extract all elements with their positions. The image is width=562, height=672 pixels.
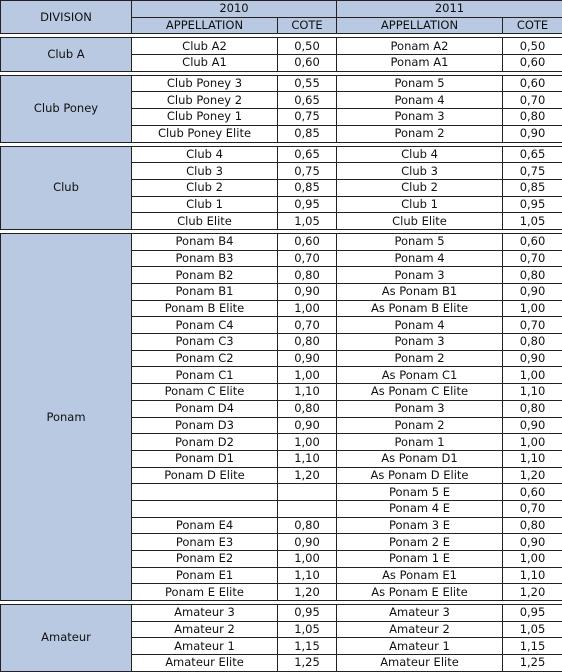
cote-2011-cell: 0,90 [503,125,562,142]
cote-2011-cell: 0,90 [503,534,562,551]
appellation-2011-cell: Ponam 3 E [337,517,503,534]
table-row [1,38,562,55]
appellation-2010-cell: Ponam B2 [132,267,278,284]
appellation-2010-cell: Ponam E1 [132,567,278,584]
cote-2010-cell: 1,15 [278,638,337,655]
cote-2011-cell: 1,05 [503,213,562,230]
cote-2010-cell: 0,80 [278,400,337,417]
table-row [1,605,562,622]
cote-2011-cell: 1,20 [503,467,562,484]
cote-2011-cell: 1,10 [503,567,562,584]
cote-2010-cell: 0,50 [278,38,337,55]
cote-2010-cell: 0,90 [278,534,337,551]
appellation-2010-cell: Amateur 3 [132,605,278,622]
cote-2011-cell: 0,85 [503,179,562,196]
table-body [1,34,562,671]
appellation-2011-cell: Club 4 [337,146,503,163]
appellation-2011-cell: Ponam 3 [337,109,503,126]
cote-2011-cell: 0,80 [503,400,562,417]
cote-2010-cell: 0,85 [278,125,337,142]
cote-2010-cell: 0,70 [278,317,337,334]
cote-2011-cell: 0,80 [503,334,562,351]
appellation-2010-cell: Club Poney 1 [132,109,278,126]
cote-2011-cell: 0,70 [503,92,562,109]
appellation-2011-cell: As Ponam D1 [337,450,503,467]
appellation-2010-cell: Ponam D3 [132,417,278,434]
appellation-2011-cell: Club 1 [337,196,503,213]
appellation-2011-cell: Amateur 2 [337,621,503,638]
appellation-2011-cell: Ponam 5 [337,233,503,250]
division-cell: Club Poney [1,75,132,142]
cote-2011-cell: 1,00 [503,434,562,451]
cote-2010-cell: 1,20 [278,467,337,484]
appellation-2010-cell [132,484,278,501]
cote-2011-cell: 0,80 [503,109,562,126]
cote-2010-cell: 1,10 [278,567,337,584]
cote-2010-cell: 0,90 [278,284,337,301]
appellation-2011-cell: Ponam 1 E [337,551,503,568]
cote-2010-cell [278,500,337,517]
appellation-2010-cell: Ponam E2 [132,551,278,568]
cote-2011-cell: 0,80 [503,267,562,284]
appellation-2010-cell: Ponam C Elite [132,384,278,401]
appellation-2011-cell: Ponam A1 [337,55,503,72]
appellation-2011-cell: Ponam 4 [337,317,503,334]
cote-2010-header: COTE [278,17,337,34]
appellation-2010-cell: Ponam B3 [132,250,278,267]
appellation-2011-cell: Ponam 2 [337,125,503,142]
year-2010-header: 2010 [132,1,337,18]
appellation-2011-cell: As Ponam C1 [337,367,503,384]
appellation-2011-cell: Club 3 [337,163,503,180]
appellation-2011-cell: Ponam 4 [337,92,503,109]
cote-2010-cell: 1,00 [278,551,337,568]
cote-2011-cell: 1,10 [503,450,562,467]
appellation-2011-header: APPELLATION [337,17,503,34]
cote-2011-cell: 0,90 [503,417,562,434]
appellation-2011-cell: Ponam A2 [337,38,503,55]
division-cell: Ponam [1,233,132,600]
appellation-2011-cell: Ponam 2 [337,417,503,434]
cote-2010-cell: 0,65 [278,92,337,109]
cote-2010-cell: 0,80 [278,334,337,351]
cote-2011-cell: 0,75 [503,163,562,180]
cote-2010-cell: 1,05 [278,213,337,230]
division-cell: Amateur [1,605,132,672]
cote-2011-cell: 1,20 [503,584,562,601]
cote-2011-cell: 0,95 [503,196,562,213]
appellation-2010-cell: Ponam C1 [132,367,278,384]
cote-2011-cell: 1,05 [503,621,562,638]
cote-2011-cell: 1,00 [503,300,562,317]
appellation-2010-cell: Ponam D1 [132,450,278,467]
appellation-2010-cell: Club A1 [132,55,278,72]
cote-2010-cell: 0,85 [278,179,337,196]
appellation-2010-cell: Ponam D Elite [132,467,278,484]
table-row [1,146,562,163]
cote-2010-cell: 1,10 [278,384,337,401]
cote-2011-cell: 0,70 [503,250,562,267]
cote-2010-cell: 1,00 [278,367,337,384]
appellation-2010-cell: Club Poney 2 [132,92,278,109]
cote-2011-cell: 0,70 [503,500,562,517]
appellation-2011-cell: Ponam 4 [337,250,503,267]
appellation-2011-cell: Ponam 3 [337,334,503,351]
appellation-2011-cell: Ponam 5 E [337,484,503,501]
cote-2010-cell: 0,60 [278,233,337,250]
appellation-2011-cell: Ponam 5 [337,75,503,92]
cote-2010-cell: 0,75 [278,163,337,180]
table-row [1,233,562,250]
cote-2011-cell: 0,50 [503,38,562,55]
cote-2010-cell: 0,60 [278,55,337,72]
appellation-2011-cell: As Ponam D Elite [337,467,503,484]
appellation-2011-cell: As Ponam E Elite [337,584,503,601]
appellation-2011-cell: Ponam 4 E [337,500,503,517]
cote-2010-cell: 0,70 [278,250,337,267]
cote-2011-cell: 0,60 [503,75,562,92]
cote-2010-cell: 1,25 [278,655,337,672]
cote-2011-cell: 1,15 [503,638,562,655]
cote-2011-cell: 0,90 [503,284,562,301]
appellation-2010-cell: Ponam D4 [132,400,278,417]
appellation-2010-cell: Club A2 [132,38,278,55]
year-2011-header: 2011 [337,1,562,18]
cote-2011-cell: 0,60 [503,233,562,250]
cote-2010-cell: 1,05 [278,621,337,638]
cote-2011-header: COTE [503,17,562,34]
appellation-2011-cell: Ponam 2 [337,350,503,367]
appellation-2011-cell: As Ponam B Elite [337,300,503,317]
cote-2010-cell: 0,90 [278,417,337,434]
appellation-2010-cell: Amateur 2 [132,621,278,638]
cote-2010-cell: 0,90 [278,350,337,367]
appellation-2010-cell: Ponam C4 [132,317,278,334]
appellation-2010-cell: Ponam D2 [132,434,278,451]
appellation-2010-cell: Club Poney 3 [132,75,278,92]
appellation-2011-cell: As Ponam B1 [337,284,503,301]
cote-2011-cell: 0,65 [503,146,562,163]
appellation-2010-cell: Ponam C2 [132,350,278,367]
appellation-2011-cell: Amateur 3 [337,605,503,622]
appellation-2011-cell: Club 2 [337,179,503,196]
cote-2011-cell: 1,25 [503,655,562,672]
cote-2011-cell: 0,90 [503,350,562,367]
cote-2010-cell: 1,00 [278,300,337,317]
cote-2011-cell: 0,60 [503,484,562,501]
appellation-2010-cell: Ponam B1 [132,284,278,301]
appellation-2011-cell: Ponam 1 [337,434,503,451]
cote-2010-cell: 0,80 [278,267,337,284]
appellation-2011-cell: Ponam 3 [337,267,503,284]
appellation-2010-cell: Club 4 [132,146,278,163]
appellation-2011-cell: Amateur 1 [337,638,503,655]
appellation-2010-cell: Ponam E4 [132,517,278,534]
appellation-2010-cell: Ponam B4 [132,233,278,250]
appellation-2010-cell: Amateur 1 [132,638,278,655]
appellation-2010-cell: Ponam E3 [132,534,278,551]
cote-2011-cell: 1,00 [503,551,562,568]
appellation-2011-cell: Amateur Elite [337,655,503,672]
table-row [1,75,562,92]
appellation-2010-cell: Club Poney Elite [132,125,278,142]
cote-2010-cell: 1,10 [278,450,337,467]
appellation-2010-cell: Ponam C3 [132,334,278,351]
appellation-2011-cell: As Ponam C Elite [337,384,503,401]
appellation-2011-cell: Ponam 2 E [337,534,503,551]
cote-2010-cell: 0,75 [278,109,337,126]
cote-2010-cell: 1,00 [278,434,337,451]
cote-2011-cell: 0,70 [503,317,562,334]
appellation-2010-cell: Club 2 [132,179,278,196]
division-cell: Club A [1,38,132,71]
cote-2011-cell: 1,00 [503,367,562,384]
appellation-2010-cell: Amateur Elite [132,655,278,672]
cote-2011-cell: 0,95 [503,605,562,622]
appellation-2010-cell: Ponam E Elite [132,584,278,601]
cote-2010-cell: 0,95 [278,196,337,213]
cote-2010-cell: 0,65 [278,146,337,163]
appellation-2011-cell: Club Elite [337,213,503,230]
division-header: DIVISION [1,1,132,34]
cote-2011-cell: 0,80 [503,517,562,534]
appellation-2010-cell [132,500,278,517]
appellation-2010-cell: Club 1 [132,196,278,213]
appellation-2011-cell: Ponam 3 [337,400,503,417]
cote-2010-cell: 0,80 [278,517,337,534]
division-cell: Club [1,146,132,229]
cote-2011-cell: 1,10 [503,384,562,401]
appellation-2011-cell: As Ponam E1 [337,567,503,584]
appellation-2010-header: APPELLATION [132,17,278,34]
cote-2010-cell [278,484,337,501]
cote-2010-cell: 0,55 [278,75,337,92]
cote-2010-cell: 1,20 [278,584,337,601]
appellation-2010-cell: Club Elite [132,213,278,230]
cote-2010-cell: 0,95 [278,605,337,622]
cote-2011-cell: 0,60 [503,55,562,72]
appellation-2010-cell: Ponam B Elite [132,300,278,317]
appellation-2010-cell: Club 3 [132,163,278,180]
